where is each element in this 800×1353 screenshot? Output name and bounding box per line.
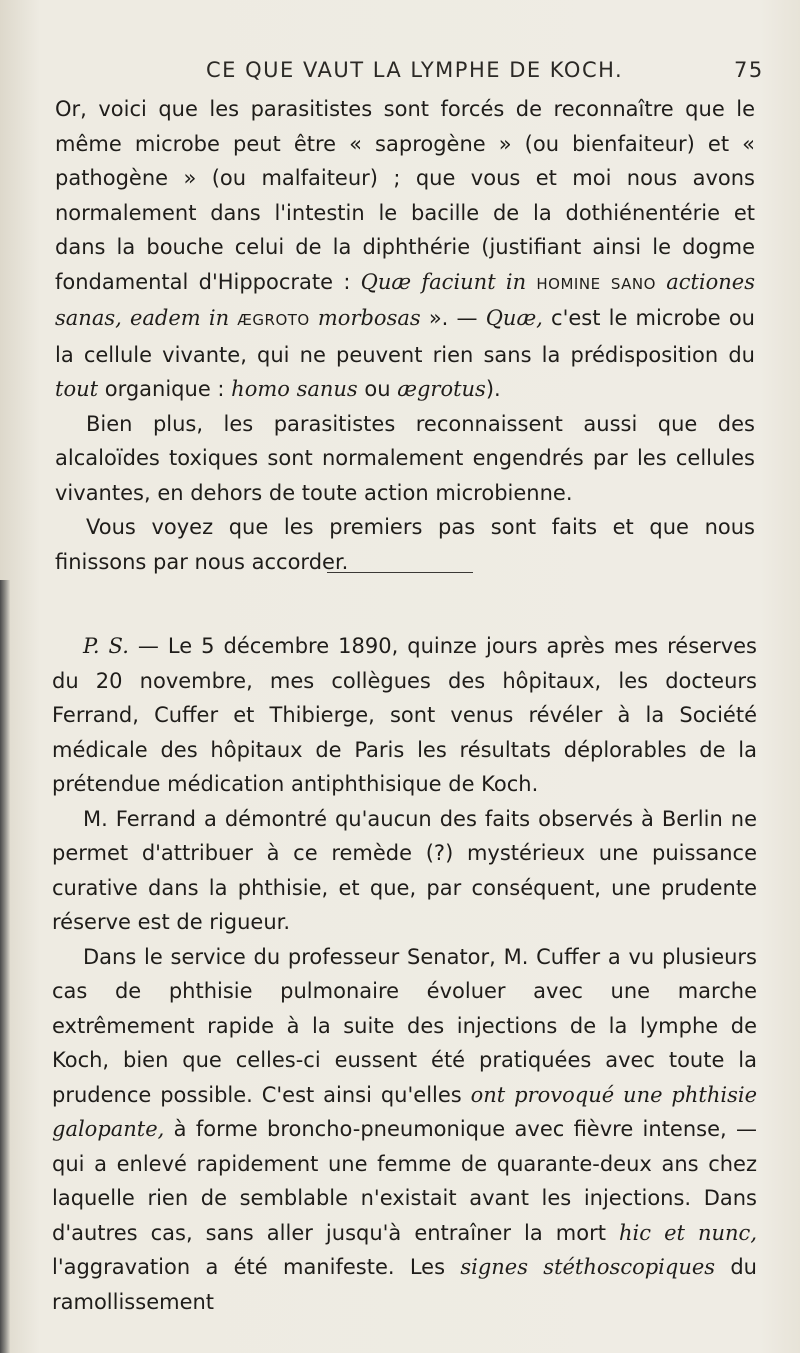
paragraph-parasitistes: Or, voici que les parasitistes sont forcés de reconnaître que le même microbe peut être « saprogène » (ou bienfaiteur) et « pathogène » (ou malfaiteur) ; que vous et moi nous avons normalement dans l'intestin le bacille de la dothiénentérie et dans la bouche celui de la diphthérie (justifiant ainsi le dogme fondamental d'Hippocrate : Quæ faciunt in HOMINE SANO actiones sanas, eadem in ÆGROTO morbosas ». — Quæ, c'est le microbe ou la cellule vivante, qui ne peuvent rien sans la prédisposition du tout organique : homo sanus ou ægrotus). bbox=[55, 97, 755, 401]
paragraph-senator: Dans le service du professeur Senator, M. Cuffer a vu plusieurs cas de phthisie pulmonaire évoluer avec une marche extrêmement rapide à la suite des injections de la lymphe de Koch, bien que celles-ci eussent été pratiquées avec toute la prudence possible. C'est ainsi qu'elles ont provoqué une phthisie galopante, à forme broncho-pneumonique avec fièvre intense, — qui a enlevé rapidement une femme de quarante-deux ans chez laquelle rien de semblable n'existait avant les injections. Dans d'autres cas, sans aller jusqu'à entraîner la mort hic et nunc, l'aggravation a été manifeste. Les signes stéthoscopiques du ramollissement bbox=[52, 944, 757, 1314]
text-block-main bbox=[55, 92, 755, 579]
text-block-postscript bbox=[52, 629, 757, 1319]
paragraph-alcaloides: Bien plus, les parasitistes reconnaissent aussi que des alcaloïdes toxiques sont normalement engendrés par les cellules vivantes, en dehors de toute action microbienne. bbox=[55, 411, 755, 505]
paragraph-ps: P. S. — Le 5 décembre 1890, quinze jours après mes réserves du 20 novembre, mes collègues des hôpitaux, les docteurs Ferrand, Cuffer et Thibierge, sont venus révéler à la Société médicale des hôpitaux de Paris les résultats déplorables de la prétendue médication antiphthisique de Koch. bbox=[52, 634, 757, 796]
paragraph-ferrand: M. Ferrand a démontré qu'aucun des faits observés à Berlin ne permet d'attribuer à ce remède (?) mystérieux une puissance curative dans la phthisie, et que, par conséquent, une prudente réserve est de rigueur. bbox=[52, 806, 757, 934]
book-spine-shadow bbox=[0, 580, 10, 1353]
paragraph-premiers-pas: Vous voyez que les premiers pas sont faits et que nous finissons par nous accorder. bbox=[55, 515, 755, 574]
section-divider bbox=[327, 572, 473, 573]
running-title: CE QUE VAUT LA LYMPHE DE KOCH. bbox=[206, 58, 624, 82]
page-number: 75 bbox=[734, 58, 764, 82]
ps-label: P. S. bbox=[83, 634, 129, 658]
